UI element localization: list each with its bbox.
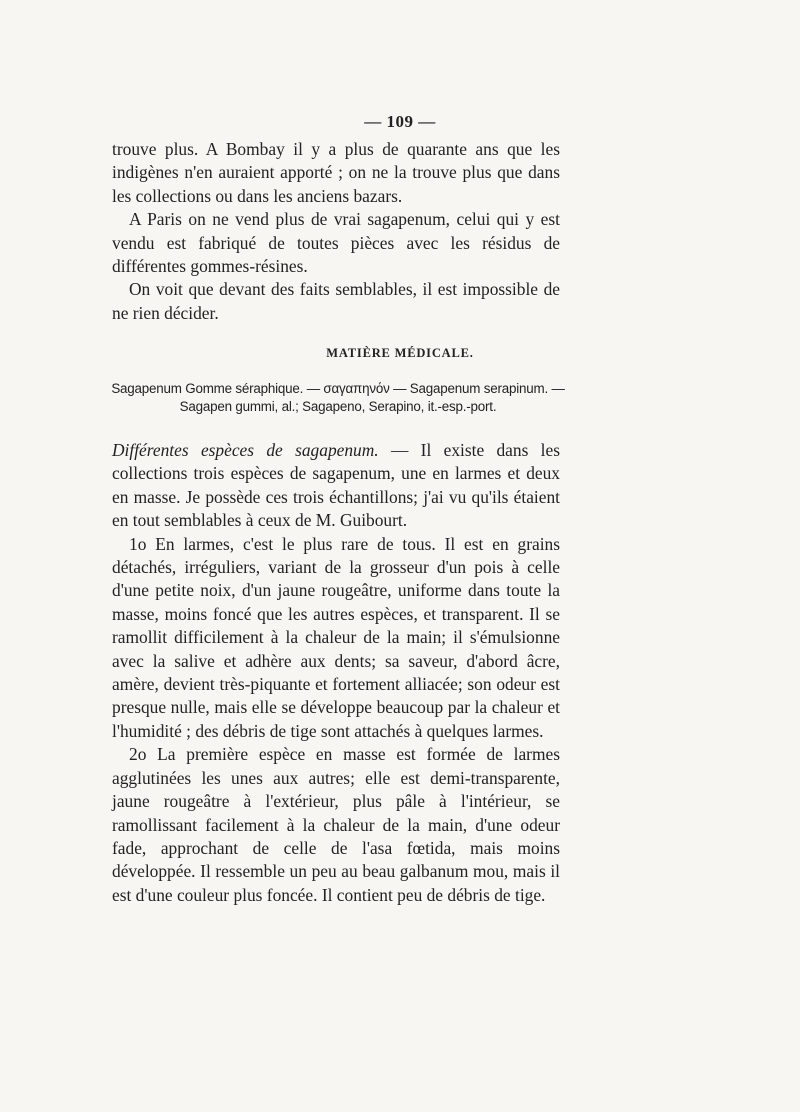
paragraph: 2o La première espèce en masse est formée de larmes agglutinées les unes aux autres; elle est demi-transparente, jaune rougeâtre à l'extérieur, plus pâle à l'intérieur, se ramollissant facilement à la chaleur de la main, d'une odeur fade, approchant de celle de l'asa fœtida, mais moins développée. Il ressemble un peu au beau galbanum mou, mais il est d'une couleur plus foncée. Il contient peu de débris de tige. bbox=[112, 744, 560, 905]
paragraph-rest: — Il existe dans les collections trois espèces de sagapenum, une en larmes et deux en masse. Je possède ces trois échantillons; j'ai vu qu'ils étaient en tout semblables à ceux de M. Guibourt. bbox=[112, 440, 560, 531]
synonyms-line: Sagapen gummi, al.; Sagapeno, Serapino, it.-esp.-port. bbox=[179, 399, 497, 414]
text-block-top bbox=[112, 138, 560, 325]
text-block-main bbox=[112, 439, 560, 907]
paragraph: trouve plus. A Bombay il y a plus de quarante ans que les indigènes n'en auraient apporté ; on ne la trouve plus que dans les collections ou dans les anciens bazars. bbox=[112, 139, 560, 206]
paragraph: On voit que devant des faits semblables, il est impossible de ne rien décider. bbox=[112, 279, 560, 323]
paragraph bbox=[112, 439, 560, 533]
synonyms-line: Sagapenum Gomme séraphique. — σαγαπηνόν — Sagapenum serapinum. — bbox=[111, 381, 565, 396]
paragraph-lead: Différentes espèces de sagapenum. bbox=[112, 440, 379, 460]
synonyms-block bbox=[108, 380, 568, 416]
paragraph: 1o En larmes, c'est le plus rare de tous. Il est en grains détachés, irréguliers, variant de la grosseur d'un pois à celle d'une petite noix, d'un jaune rougeâtre, uniforme dans toute la masse, moins foncé que les autres espèces, et transparent. Il se ramollit difficilement à la chaleur de la main; il s'émulsionne avec la salive et adhère aux dents; sa saveur, d'abord âcre, amère, devient très-piquante et fortement alliacée; son odeur est presque nulle, mais elle se développe beaucoup par la chaleur et l'humidité ; des débris de tige sont attachés à quelques larmes. bbox=[112, 533, 560, 741]
paragraph: A Paris on ne vend plus de vrai sagapenum, celui qui y est vendu est fabriqué de toutes pièces avec les résidus de différentes gommes-résines. bbox=[112, 209, 560, 277]
section-heading: MATIÈRE MÉDICALE. bbox=[326, 346, 474, 360]
page-number: — 109 — bbox=[364, 112, 436, 131]
